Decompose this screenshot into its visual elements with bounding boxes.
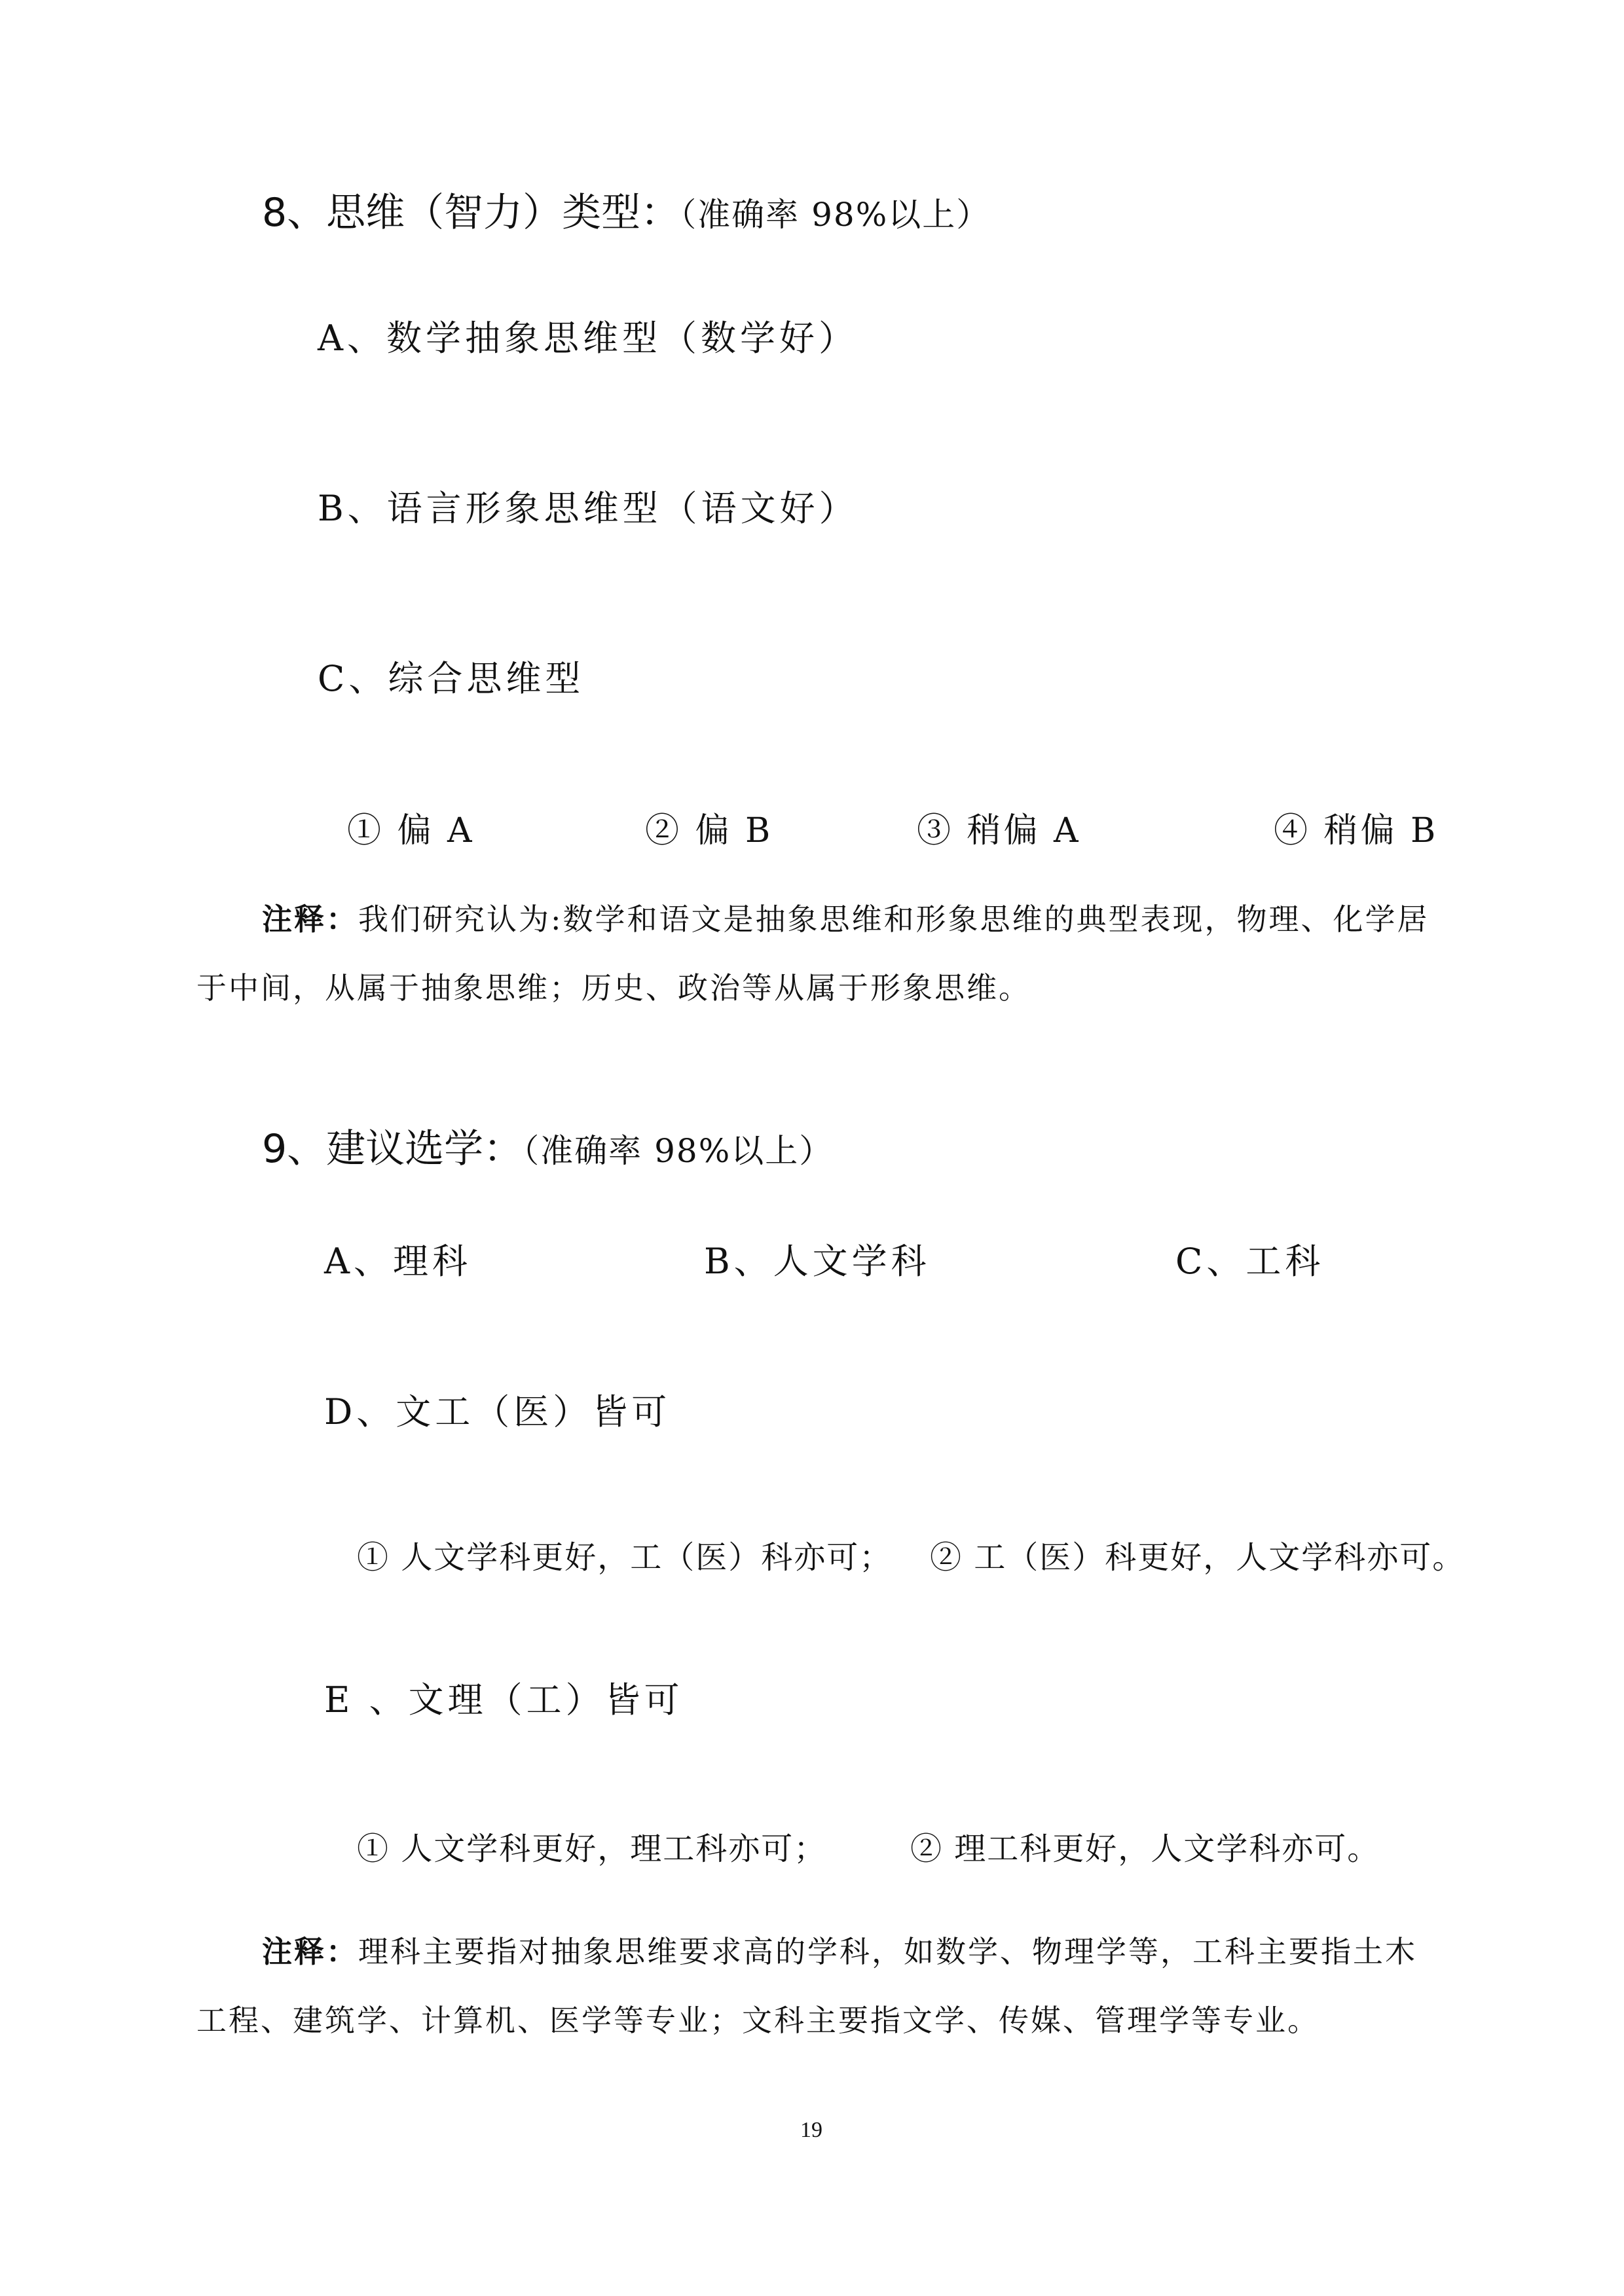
section-9-note-line-1 xyxy=(262,1931,1417,1972)
section-9-option-e: E 、文理（工）皆可 xyxy=(324,1679,684,1721)
section-9-e-sub-2: ② 理工科更好，人文学科亦可。 xyxy=(910,1831,1380,1867)
section-8-option-c: C、综合思维型 xyxy=(318,658,585,699)
section-9-title: 9、建议选学： xyxy=(262,1126,523,1172)
section-9-note-text-1: 理科主要指对抽象思维要求高的学科，如数学、物理学等，工科主要指土木 xyxy=(358,1934,1417,1969)
page-number: 19 xyxy=(800,2118,822,2142)
section-8-note-line-1 xyxy=(262,899,1430,939)
section-9-choice-b: B、人文学科 xyxy=(704,1241,931,1282)
section-8-accuracy: （准确率 98%以上） xyxy=(680,196,991,234)
section-9-heading xyxy=(262,1126,833,1174)
section-8-heading xyxy=(262,190,990,238)
section-8-sub-option-1: ① 偏 A xyxy=(347,811,475,850)
section-8-option-a: A、数学抽象思维型（数学好） xyxy=(318,318,858,359)
section-8-option-b: B、语言形象思维型（语文好） xyxy=(318,488,858,529)
section-9-d-sub-1: ① 人文学科更好，工（医）科亦可； xyxy=(357,1539,893,1576)
section-8-note-label: 注释： xyxy=(262,902,358,937)
section-8-sub-option-3: ③ 稍偏 A xyxy=(917,811,1081,850)
section-8-sub-option-2: ② 偏 B xyxy=(645,811,773,850)
section-8-note-text-1: 我们研究认为:数学和语文是抽象思维和形象思维的典型表现，物理、化学居 xyxy=(358,902,1430,937)
section-9-choice-c: C、工科 xyxy=(1175,1241,1325,1282)
section-8-sub-option-4: ④ 稍偏 B xyxy=(1274,811,1439,850)
section-9-option-d: D、文工（医）皆可 xyxy=(324,1391,671,1432)
section-8-note-line-2: 于中间，从属于抽象思维；历史、政治等从属于形象思维。 xyxy=(196,970,1031,1006)
section-9-choice-a: A、理科 xyxy=(324,1241,471,1282)
section-9-d-sub-2: ② 工（医）科更好，人文学科亦可。 xyxy=(930,1539,1466,1576)
section-9-e-sub-1: ① 人文学科更好，理工科亦可； xyxy=(357,1831,827,1867)
section-9-note-line-2: 工程、建筑学、计算机、医学等专业；文科主要指文学、传媒、管理学等专业。 xyxy=(196,2003,1320,2038)
section-9-accuracy: （准确率 98%以上） xyxy=(523,1132,834,1170)
section-9-note-label: 注释： xyxy=(262,1934,358,1969)
section-8-title: 8、思维（智力）类型： xyxy=(262,190,680,236)
